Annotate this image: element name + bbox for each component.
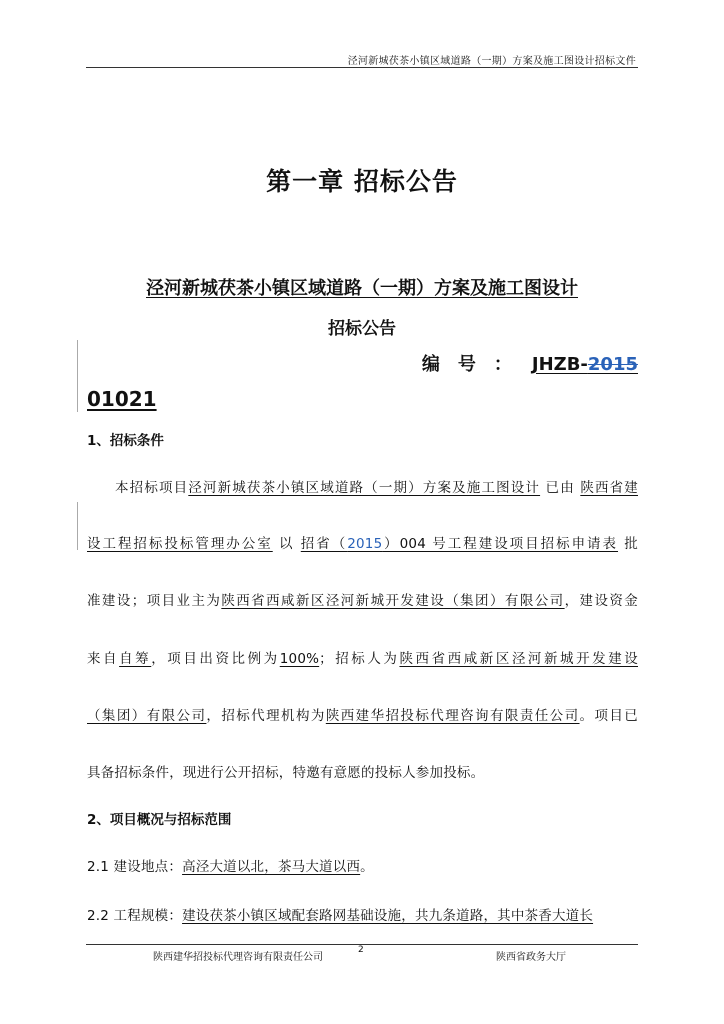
text: 已由 — [545, 480, 575, 496]
para1-line3 — [87, 589, 638, 609]
text: 批 — [624, 536, 638, 552]
item-label: 2.2 工程规模： — [87, 908, 183, 924]
approver-cont: 设工程招标投标管理办公室 — [87, 536, 273, 552]
revision-bar — [77, 502, 78, 550]
number-deleted: 2015 — [587, 354, 638, 375]
project-owner: 陕西省西咸新区泾河新城开发建设（集团）有限公司 — [221, 593, 565, 609]
para1-line2 — [87, 532, 638, 552]
footer-left: 陕西建华招投标代理咨询有限责任公司 — [153, 952, 323, 963]
para1-line6: 具备招标条件，现进行公开招标，特邀有意愿的投标人参加投标。 — [87, 765, 485, 781]
number-prefix: JHZB- — [531, 354, 588, 375]
fund-ratio: 100% — [279, 651, 320, 667]
header-divider — [86, 67, 638, 68]
running-header: 泾河新城茯茶小镇区域道路（一期）方案及施工图设计招标文件 — [347, 56, 636, 67]
item-2-1 — [87, 855, 638, 875]
chapter-title: 第一章 招标公告 — [266, 167, 458, 196]
para1-line5 — [87, 704, 638, 724]
approver: 陕西省建 — [580, 480, 638, 496]
agent: 陕西建华招投标代理咨询有限责任公司 — [325, 708, 580, 724]
scale: 建设茯茶小镇区域配套路网基础设施，共九条道路，其中茶香大道长 — [182, 908, 594, 924]
location: 高泾大道以北，茶马大道以西 — [182, 859, 361, 875]
approval-year: 2015 — [347, 536, 383, 552]
footer-right: 陕西省政务大厅 — [496, 952, 566, 963]
tender-number — [422, 350, 638, 376]
text: ，项目出资比例为 — [151, 651, 280, 667]
tenderer: 陕西省西咸新区泾河新城开发建设 — [399, 651, 638, 667]
text: 本招标项目 — [115, 480, 189, 496]
para1-line4 — [87, 647, 638, 667]
number-continued: 01021 — [87, 387, 157, 411]
text: 来自 — [87, 651, 120, 667]
number-code — [532, 354, 638, 375]
text: 准建设；项目业主为 — [87, 593, 222, 609]
approval-doc — [301, 536, 618, 552]
notice-title: 招标公告 — [328, 319, 396, 339]
section-2-title: 2、项目概况与招标范围 — [87, 812, 232, 828]
project-name: 泾河新城茯茶小镇区域道路（一期）方案及施工图设计 — [188, 480, 541, 496]
text: ，建设资金 — [564, 593, 638, 609]
page-number: 2 — [358, 945, 364, 955]
text: ，招标代理机构为 — [206, 708, 326, 724]
revision-bar — [77, 340, 78, 412]
text: 以 — [279, 536, 295, 552]
text: 招省（ — [300, 536, 348, 552]
text: 。 — [360, 859, 374, 875]
text: ；招标人为 — [319, 651, 400, 667]
text: ）004 号工程建设项目招标申请表 — [382, 536, 619, 552]
project-title: 泾河新城茯茶小镇区域道路（一期）方案及施工图设计 — [146, 278, 578, 299]
item-2-2 — [87, 904, 638, 924]
section-1-title: 1、招标条件 — [87, 433, 164, 449]
item-label: 2.1 建设地点： — [87, 859, 183, 875]
fund-source: 自筹 — [119, 651, 152, 667]
number-label: 编号： — [421, 354, 530, 375]
para1-line1 — [87, 476, 638, 496]
text: 。项目已 — [579, 708, 639, 724]
tenderer-cont: （集团）有限公司 — [87, 708, 207, 724]
